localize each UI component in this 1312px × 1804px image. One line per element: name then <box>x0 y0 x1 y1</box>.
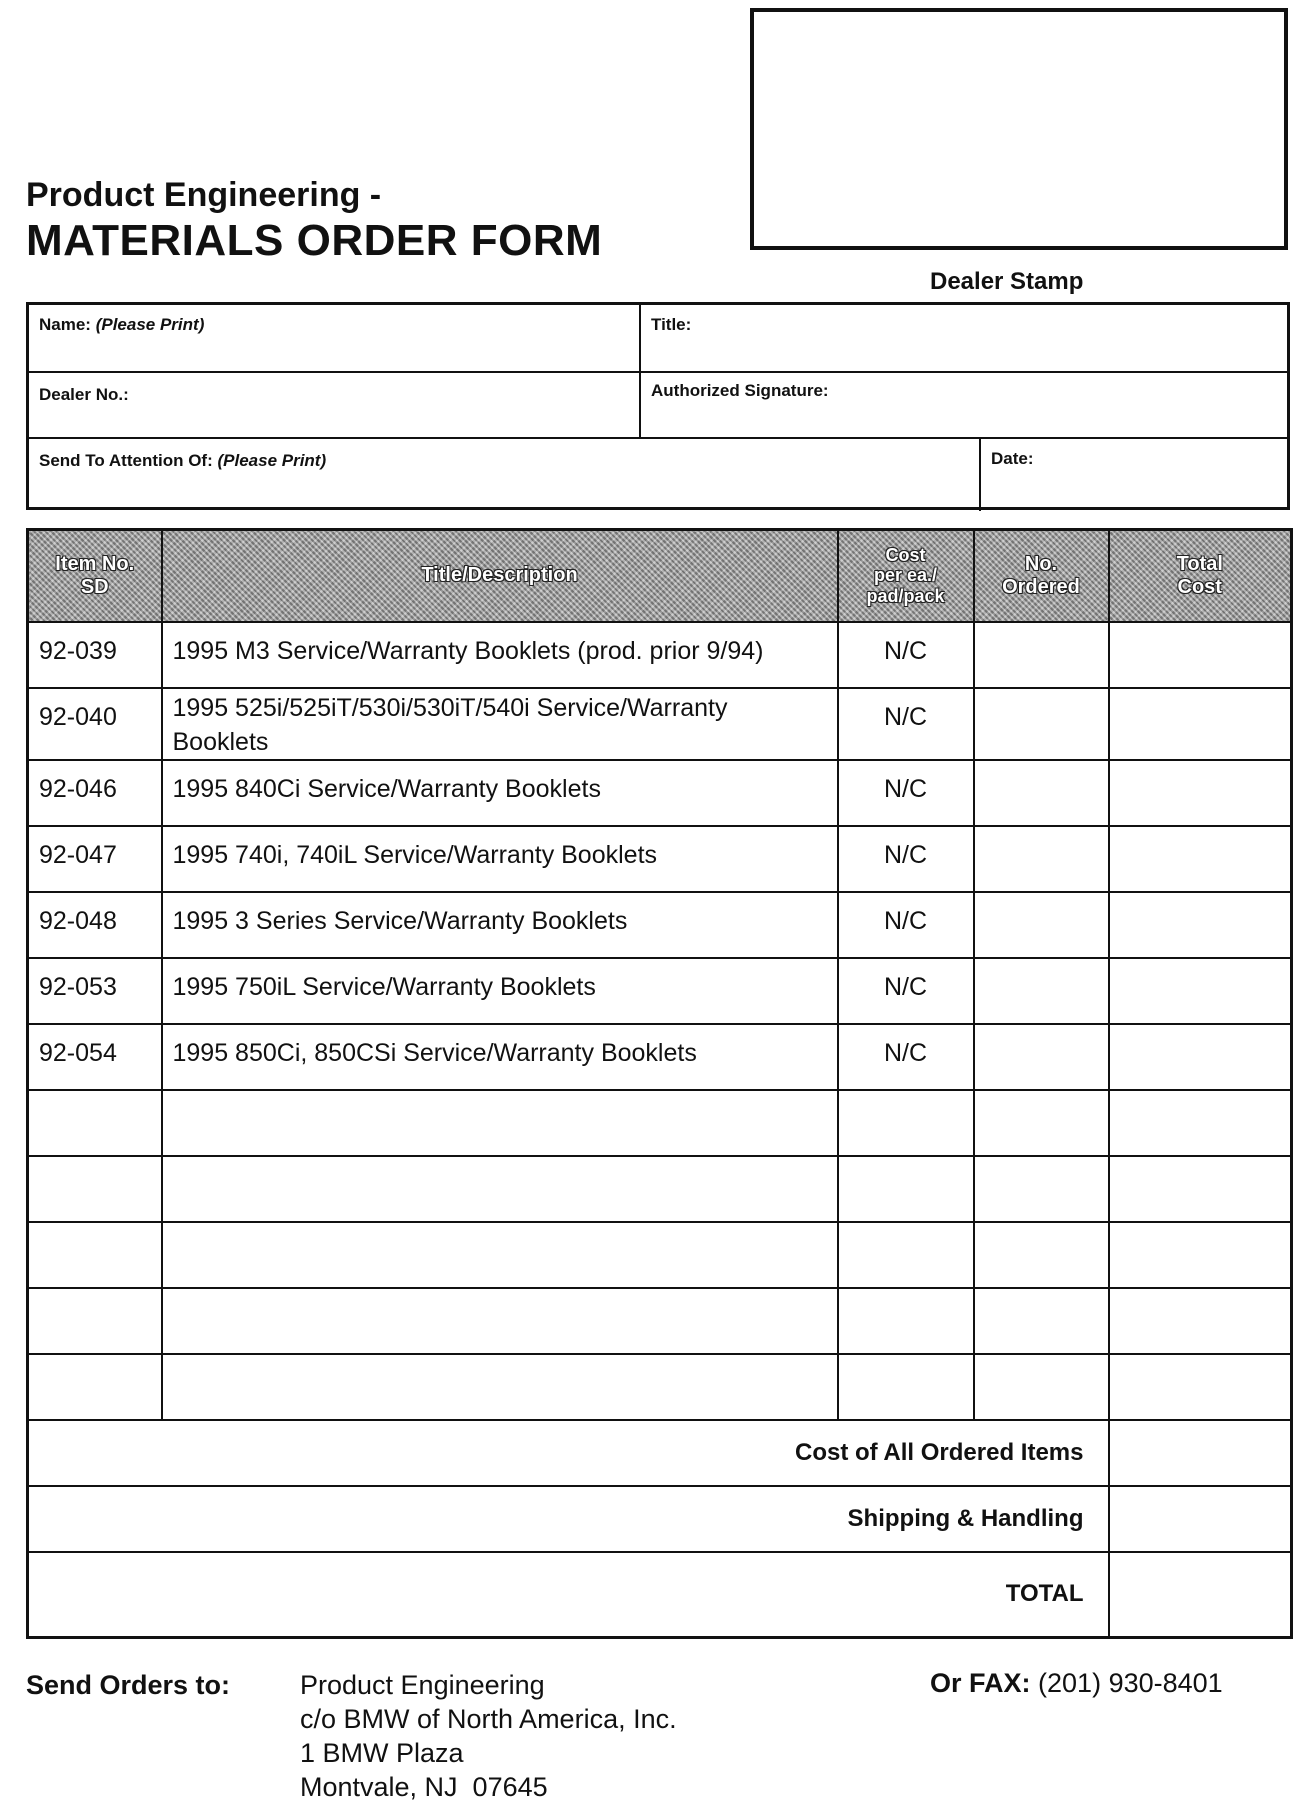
name-field[interactable] <box>29 305 639 371</box>
item-number-cell[interactable] <box>28 1090 162 1156</box>
date-field[interactable] <box>981 439 1291 509</box>
quantity-ordered-cell[interactable] <box>974 688 1109 760</box>
total-label: TOTAL <box>28 1552 1109 1638</box>
send-orders-label: Send Orders to: <box>26 1670 231 1700</box>
item-number-cell: 92-040 <box>28 688 162 760</box>
empty-row <box>28 1288 1292 1354</box>
empty-row <box>28 1222 1292 1288</box>
total-cost-cell[interactable] <box>1109 1222 1292 1288</box>
description-cell[interactable] <box>162 1288 838 1354</box>
fax-info <box>930 1668 1223 1699</box>
quantity-ordered-cell[interactable] <box>974 622 1109 688</box>
name-hint: (Please Print) <box>95 315 205 334</box>
header-total-line2: Cost <box>1177 575 1222 598</box>
description-cell[interactable] <box>162 1222 838 1288</box>
item-number-cell[interactable] <box>28 1156 162 1222</box>
name-label: Name: <box>39 315 91 334</box>
quantity-ordered-cell[interactable] <box>974 892 1109 958</box>
description-cell: 1995 M3 Service/Warranty Booklets (prod. prior 9/94) <box>162 622 838 688</box>
empty-row <box>28 1354 1292 1420</box>
item-number-cell: 92-039 <box>28 622 162 688</box>
empty-row <box>28 1156 1292 1222</box>
mailing-address <box>300 1668 677 1804</box>
item-number-cell: 92-046 <box>28 760 162 826</box>
cost-all-items-value[interactable] <box>1109 1420 1292 1486</box>
cost-cell[interactable] <box>838 1288 974 1354</box>
description-cell: 1995 750iL Service/Warranty Booklets <box>162 958 838 1024</box>
cost-all-items-row <box>28 1420 1292 1486</box>
cost-cell: N/C <box>838 826 974 892</box>
header-number-ordered <box>974 530 1109 622</box>
total-cost-cell[interactable] <box>1109 892 1292 958</box>
total-cost-cell[interactable] <box>1109 622 1292 688</box>
description-cell[interactable] <box>162 1090 838 1156</box>
form-title: MATERIALS ORDER FORM <box>26 216 603 265</box>
cost-cell: N/C <box>838 892 974 958</box>
shipping-handling-value[interactable] <box>1109 1486 1292 1552</box>
dealer-number-label: Dealer No.: <box>39 385 129 404</box>
cost-cell[interactable] <box>838 1090 974 1156</box>
attention-label: Send To Attention Of: <box>39 451 213 470</box>
total-cost-cell[interactable] <box>1109 1090 1292 1156</box>
total-cost-cell[interactable] <box>1109 1354 1292 1420</box>
dealer-stamp-box <box>750 8 1288 250</box>
item-number-cell[interactable] <box>28 1222 162 1288</box>
address-line: Montvale, NJ 07645 <box>300 1772 548 1802</box>
shipping-handling-row <box>28 1486 1292 1552</box>
authorized-signature-label: Authorized Signature: <box>651 381 829 400</box>
header-total-cost <box>1109 530 1292 622</box>
title-field[interactable] <box>641 305 1291 371</box>
header-item-line2: SD <box>80 575 109 598</box>
header-description-text: Title/Description <box>421 564 578 587</box>
quantity-ordered-cell[interactable] <box>974 1156 1109 1222</box>
fax-number: (201) 930-8401 <box>1038 1668 1223 1698</box>
dealer-stamp-label: Dealer Stamp <box>930 268 1084 295</box>
table-row <box>28 826 1292 892</box>
address-line: 1 BMW Plaza <box>300 1738 464 1768</box>
table-row <box>28 892 1292 958</box>
header-ordered-line1: No. <box>1024 552 1058 575</box>
quantity-ordered-cell[interactable] <box>974 1288 1109 1354</box>
total-cost-cell[interactable] <box>1109 1024 1292 1090</box>
quantity-ordered-cell[interactable] <box>974 1354 1109 1420</box>
date-label: Date: <box>991 449 1034 468</box>
title-label: Title: <box>651 315 692 334</box>
header-cost-line3: pad/pack <box>866 586 945 607</box>
header-ordered-line2: Ordered <box>1002 575 1080 598</box>
description-cell: 1995 850Ci, 850CSi Service/Warranty Booklets <box>162 1024 838 1090</box>
description-cell: 1995 740i, 740iL Service/Warranty Booklets <box>162 826 838 892</box>
address-line: Product Engineering <box>300 1670 545 1700</box>
description-cell[interactable] <box>162 1354 838 1420</box>
attention-field[interactable] <box>29 439 979 509</box>
description-cell: 1995 3 Series Service/Warranty Booklets <box>162 892 838 958</box>
cost-cell: N/C <box>838 760 974 826</box>
header-cost-each <box>838 530 974 622</box>
table-row <box>28 760 1292 826</box>
cost-cell[interactable] <box>838 1222 974 1288</box>
quantity-ordered-cell[interactable] <box>974 760 1109 826</box>
total-cost-cell[interactable] <box>1109 826 1292 892</box>
total-cost-cell[interactable] <box>1109 1156 1292 1222</box>
empty-row <box>28 1090 1292 1156</box>
description-cell: 1995 840Ci Service/Warranty Booklets <box>162 760 838 826</box>
item-number-cell: 92-053 <box>28 958 162 1024</box>
quantity-ordered-cell[interactable] <box>974 1090 1109 1156</box>
cost-cell: N/C <box>838 1024 974 1090</box>
cost-cell: N/C <box>838 958 974 1024</box>
total-value[interactable] <box>1109 1552 1292 1638</box>
quantity-ordered-cell[interactable] <box>974 1024 1109 1090</box>
form-subtitle: Product Engineering - <box>26 176 382 214</box>
authorized-signature-field[interactable] <box>641 373 1291 437</box>
shipping-handling-label: Shipping & Handling <box>28 1486 1109 1552</box>
total-cost-cell[interactable] <box>1109 760 1292 826</box>
header-item-no <box>28 530 162 622</box>
total-cost-cell[interactable] <box>1109 1288 1292 1354</box>
quantity-ordered-cell[interactable] <box>974 958 1109 1024</box>
dealer-info-block <box>26 302 1290 510</box>
total-cost-cell[interactable] <box>1109 688 1292 760</box>
item-number-cell[interactable] <box>28 1288 162 1354</box>
description-cell[interactable] <box>162 1156 838 1222</box>
address-line: c/o BMW of North America, Inc. <box>300 1704 677 1734</box>
dealer-number-field[interactable] <box>29 373 639 437</box>
header-total-line1: Total <box>1176 552 1223 575</box>
attention-hint: (Please Print) <box>217 451 327 470</box>
table-row <box>28 1024 1292 1090</box>
quantity-ordered-cell[interactable] <box>974 1222 1109 1288</box>
header-cost-line2: per ea./ <box>873 565 938 586</box>
order-table <box>26 528 1293 1639</box>
description-cell: 1995 525i/525iT/530i/530iT/540i Service/Warranty Booklets <box>162 688 838 760</box>
table-row <box>28 688 1292 760</box>
cost-cell[interactable] <box>838 1354 974 1420</box>
item-number-cell: 92-047 <box>28 826 162 892</box>
cost-cell: N/C <box>838 688 974 760</box>
quantity-ordered-cell[interactable] <box>974 826 1109 892</box>
item-number-cell: 92-048 <box>28 892 162 958</box>
total-row <box>28 1552 1292 1638</box>
item-number-cell: 92-054 <box>28 1024 162 1090</box>
header-item-line1: Item No. <box>55 552 135 575</box>
cost-cell: N/C <box>838 622 974 688</box>
item-number-cell[interactable] <box>28 1354 162 1420</box>
cost-all-items-label: Cost of All Ordered Items <box>28 1420 1109 1486</box>
header-description <box>162 530 838 622</box>
table-row <box>28 622 1292 688</box>
table-header-row <box>28 530 1292 622</box>
fax-label: Or FAX: <box>930 1668 1031 1698</box>
total-cost-cell[interactable] <box>1109 958 1292 1024</box>
table-row <box>28 958 1292 1024</box>
header-cost-line1: Cost <box>885 544 926 565</box>
cost-cell[interactable] <box>838 1156 974 1222</box>
